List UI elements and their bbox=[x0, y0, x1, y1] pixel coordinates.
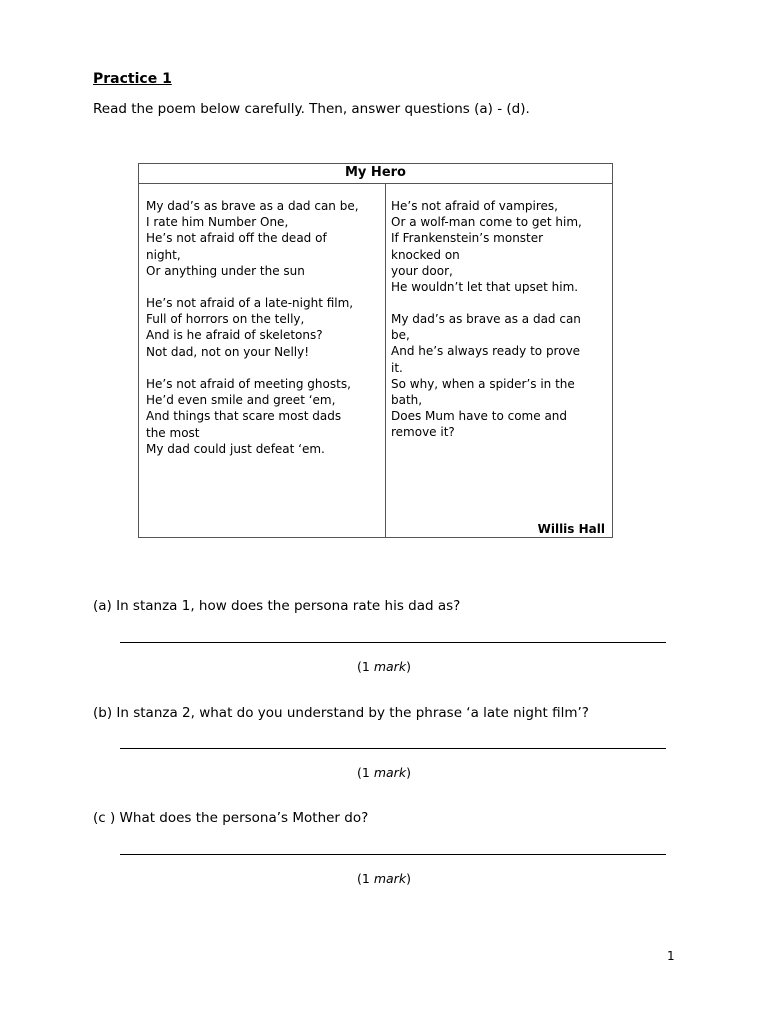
poem-line: He’s not afraid off the dead of bbox=[146, 231, 327, 246]
poem-author: Willis Hall bbox=[537, 522, 605, 536]
poem-line: And he’s always ready to prove bbox=[391, 344, 581, 359]
mark-close: ) bbox=[406, 765, 411, 780]
poem-stanza bbox=[391, 198, 582, 295]
poem-line: My dad could just defeat ‘em. bbox=[146, 441, 325, 456]
poem-line: He’s not afraid of meeting ghosts, bbox=[146, 377, 351, 391]
poem-line: bath, bbox=[391, 393, 423, 408]
mark-allocation-a bbox=[0, 659, 768, 674]
page-number: 1 bbox=[667, 949, 675, 963]
mark-word: mark bbox=[373, 871, 407, 886]
mark-open: (1 bbox=[357, 765, 374, 780]
poem-line: I rate him Number One, bbox=[146, 215, 289, 230]
mark-word: mark bbox=[373, 765, 407, 780]
question-b: (b) In stanza 2, what do you understand by the phrase ‘a late night film’? bbox=[93, 705, 589, 721]
poem-stanza bbox=[146, 295, 353, 360]
poem-left-column bbox=[139, 184, 386, 537]
poem-line: knocked on bbox=[391, 247, 460, 262]
page-heading: Practice 1 bbox=[93, 71, 172, 87]
mark-allocation-b bbox=[0, 765, 768, 780]
mark-close: ) bbox=[406, 871, 411, 886]
answer-line-c[interactable] bbox=[120, 854, 666, 855]
instruction-text: Read the poem below carefully. Then, answer questions (a) - (d). bbox=[93, 101, 530, 117]
poem-line: And is he afraid of skeletons? bbox=[146, 328, 323, 343]
poem-stanza bbox=[146, 376, 351, 457]
poem-line: your door, bbox=[391, 263, 453, 278]
poem-line: So why, when a spider’s in the bbox=[391, 376, 575, 391]
mark-open: (1 bbox=[357, 659, 374, 674]
poem-line: Full of horrors on the telly, bbox=[146, 312, 305, 327]
poem-line: be, bbox=[391, 328, 410, 343]
poem-line: night, bbox=[146, 247, 181, 262]
poem-line: it. bbox=[391, 360, 403, 375]
mark-open: (1 bbox=[357, 871, 374, 886]
poem-line: He’d even smile and greet ‘em, bbox=[146, 393, 336, 408]
poem-title: My Hero bbox=[139, 164, 612, 184]
answer-line-a[interactable] bbox=[120, 642, 666, 643]
answer-line-b[interactable] bbox=[120, 748, 666, 749]
poem-stanza bbox=[391, 311, 581, 441]
mark-allocation-c bbox=[0, 871, 768, 886]
question-a: (a) In stanza 1, how does the persona rate his dad as? bbox=[93, 598, 461, 614]
poem-line: He’s not afraid of a late-night film, bbox=[146, 296, 354, 310]
poem-line: Or anything under the sun bbox=[146, 263, 305, 278]
poem-line: Does Mum have to come and bbox=[391, 409, 568, 424]
poem-line: My dad’s as brave as a dad can be, bbox=[146, 199, 359, 213]
poem-line: He’s not afraid of vampires, bbox=[391, 199, 558, 213]
poem-line: Or a wolf-man come to get him, bbox=[391, 215, 582, 230]
poem-line: And things that scare most dads bbox=[146, 409, 342, 424]
poem-line: Not dad, not on your Nelly! bbox=[146, 344, 310, 359]
poem-table bbox=[138, 163, 613, 538]
poem-right-column bbox=[385, 184, 612, 537]
poem-line: My dad’s as brave as a dad can bbox=[391, 312, 581, 326]
poem-line: remove it? bbox=[391, 425, 455, 440]
question-c: (c ) What does the persona’s Mother do? bbox=[93, 810, 369, 826]
poem-line: If Frankenstein’s monster bbox=[391, 231, 544, 246]
poem-stanza bbox=[146, 198, 359, 279]
poem-line: He wouldn’t let that upset him. bbox=[391, 280, 579, 295]
mark-word: mark bbox=[373, 659, 407, 674]
mark-close: ) bbox=[406, 659, 411, 674]
poem-line: the most bbox=[146, 425, 200, 440]
